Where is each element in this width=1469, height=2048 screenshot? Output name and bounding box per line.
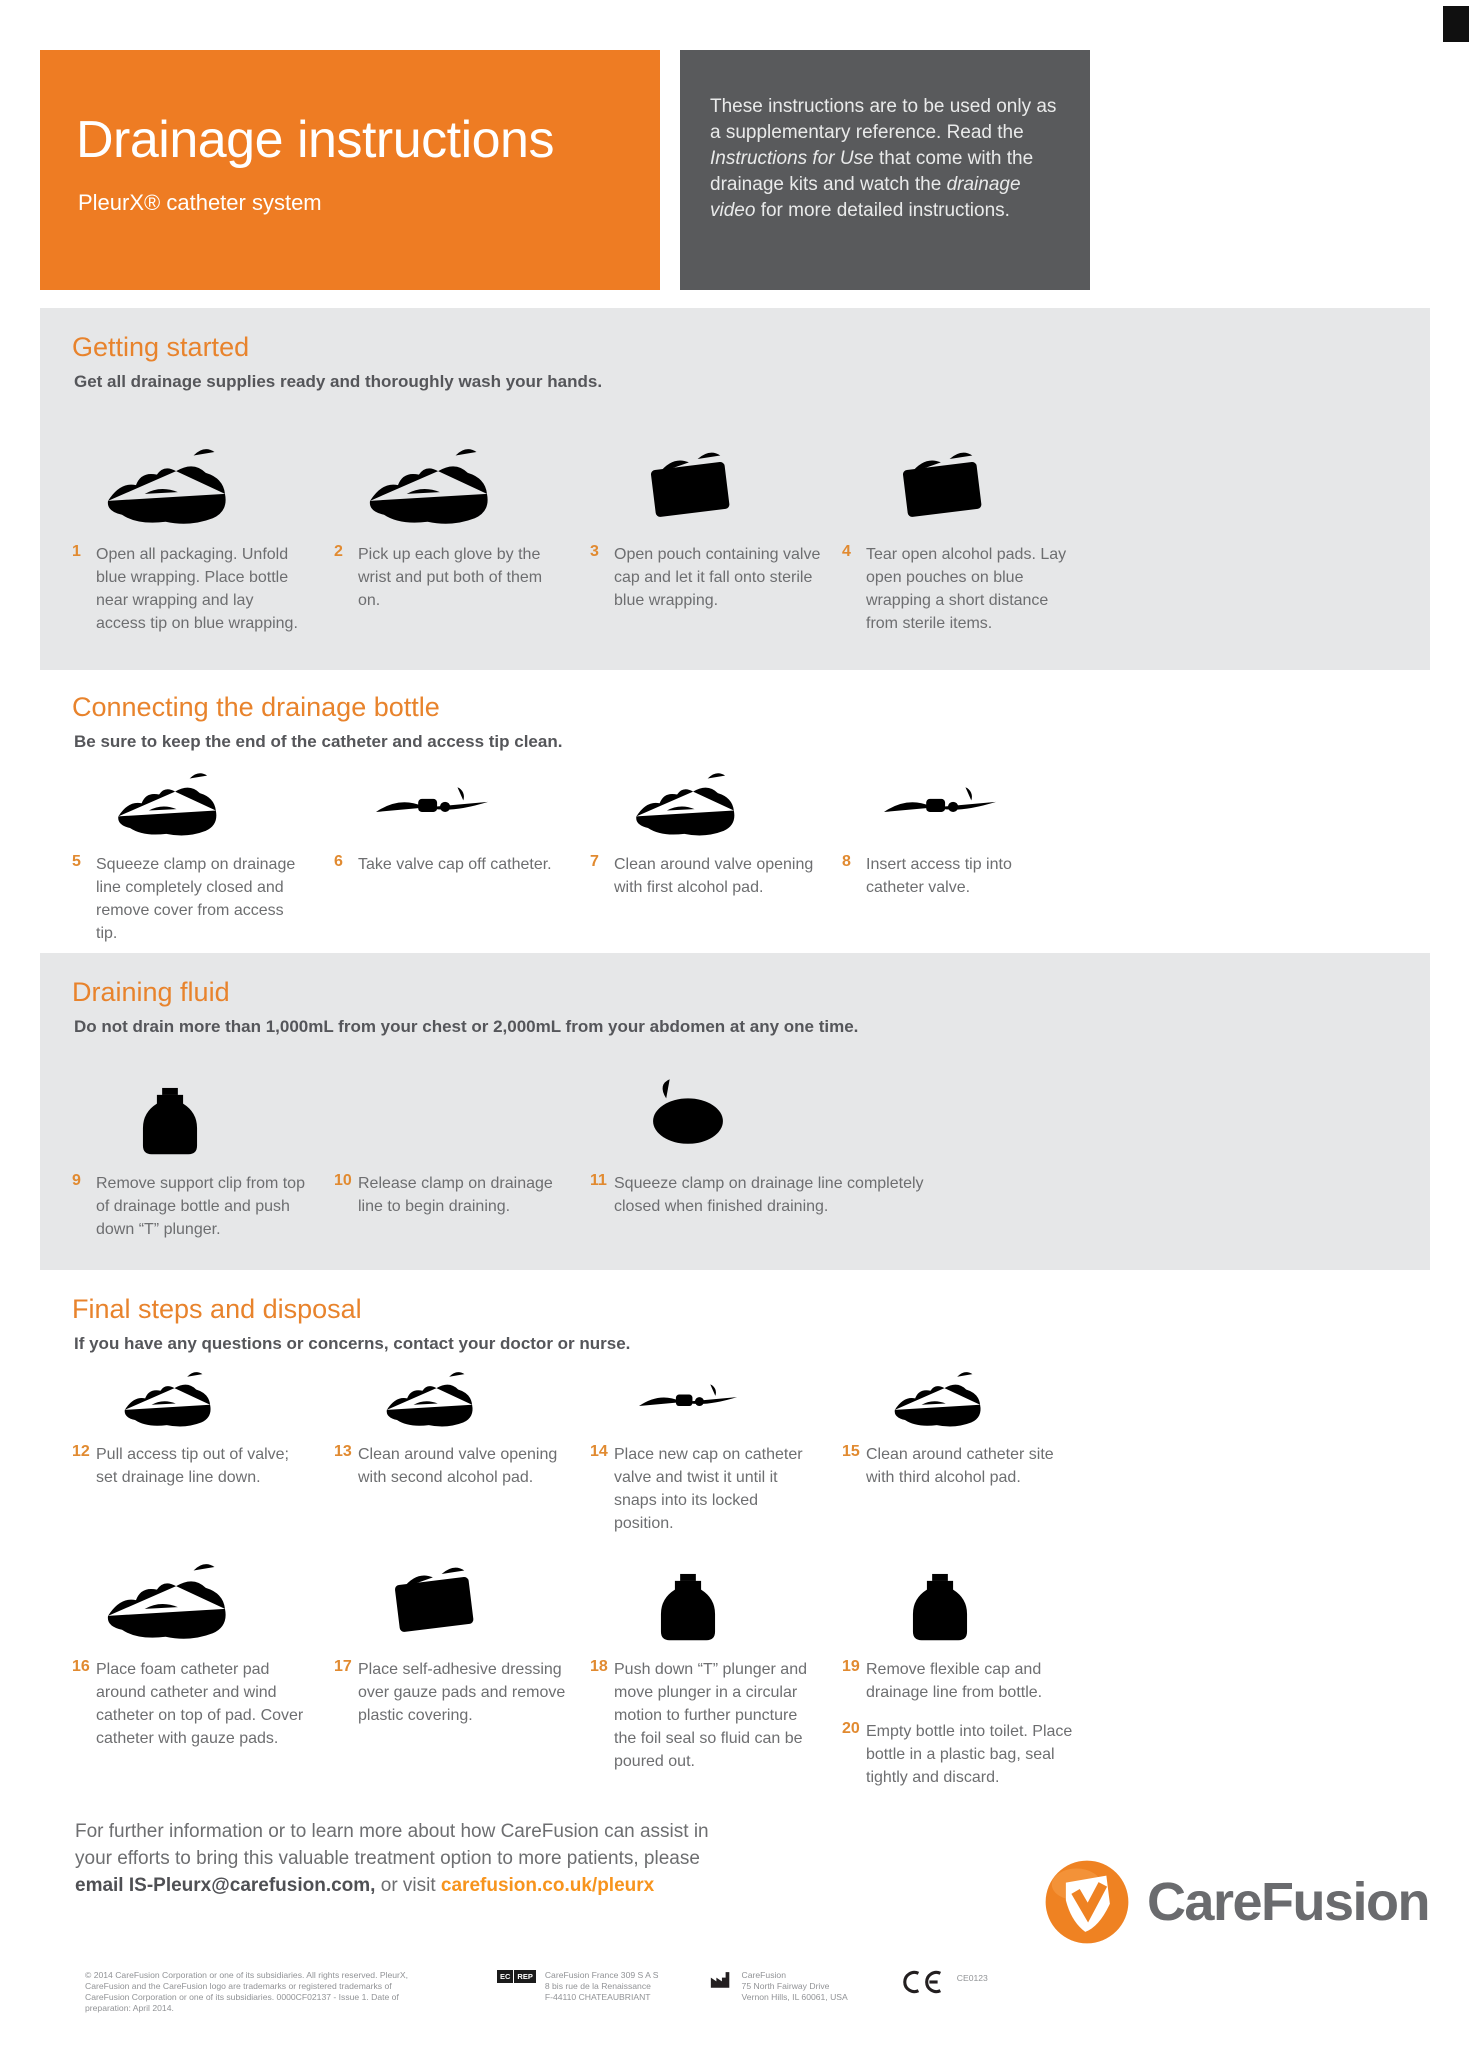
manufacturer-address-line: Vernon Hills, IL 60061, USA bbox=[741, 1992, 848, 2002]
step-text: Clean around catheter site with third alcohol pad. bbox=[866, 1446, 1054, 1486]
self-adhesive-dressing-icon bbox=[334, 1553, 576, 1649]
step-number: 20 bbox=[842, 1720, 860, 1737]
manufacturer-block bbox=[709, 1970, 848, 2003]
step-number: 10 bbox=[334, 1172, 352, 1189]
step-number: 12 bbox=[72, 1443, 90, 1460]
step-number: 19 bbox=[842, 1658, 860, 1675]
hands-opening-packaging-icon bbox=[72, 396, 320, 534]
text-segment: that come with the drainage kits and watch the bbox=[710, 148, 1034, 195]
carefusion-logo-icon bbox=[1043, 1858, 1131, 1946]
ce-mark-icon bbox=[902, 1970, 944, 1994]
step-item bbox=[842, 1443, 1073, 1489]
step-text: Remove support clip from top of drainage bottle and push down “T” plunger. bbox=[96, 1175, 305, 1238]
ec-rep-label-rep: REP bbox=[514, 1970, 535, 1983]
step-text: Open all packaging. Unfold blue wrapping. Place bottle near wrapping and lay access tip on blue wrapping. bbox=[96, 546, 298, 632]
taking-valve-cap-off-catheter-icon bbox=[334, 756, 576, 844]
step-number: 11 bbox=[590, 1172, 607, 1189]
supplementary-notice bbox=[680, 50, 1090, 290]
step-text: Place foam catheter pad around catheter and wind catheter on top of pad. Cover catheter with gauze pads. bbox=[96, 1661, 304, 1747]
step-number: 13 bbox=[334, 1443, 352, 1460]
step-item bbox=[72, 1172, 320, 1241]
text-segment: These instructions are to be used only as a supplementary reference. Read the bbox=[710, 96, 1057, 143]
carefusion-logo bbox=[1043, 1858, 1429, 1946]
product-subtitle: PleurX® catheter system bbox=[78, 190, 322, 215]
legal-footer bbox=[0, 1946, 1469, 2014]
text-segment: or visit bbox=[375, 1875, 441, 1896]
step-item bbox=[334, 853, 576, 876]
pulling-access-tip-out-icon bbox=[72, 1358, 320, 1434]
step-number: 8 bbox=[842, 853, 851, 870]
manufacturer-address-line: 75 North Fairway Drive bbox=[741, 1981, 830, 1991]
removing-flexible-cap-icon bbox=[842, 1553, 1073, 1649]
step-item bbox=[590, 1172, 1076, 1218]
notice-text bbox=[710, 94, 1064, 224]
step-item bbox=[590, 853, 828, 899]
tearing-alcohol-pads-icon bbox=[842, 396, 1073, 534]
step-item bbox=[334, 1172, 576, 1218]
ce-mark-block bbox=[902, 1970, 988, 1994]
ec-rep-address-line: 8 bis rue de la Renaissance bbox=[544, 1981, 651, 1991]
step-item bbox=[72, 1443, 320, 1489]
contact-footer bbox=[0, 1808, 1469, 1946]
section-heading: Draining fluid bbox=[72, 977, 230, 1007]
step-item bbox=[842, 543, 1073, 635]
step-text: Insert access tip into catheter valve. bbox=[866, 856, 1012, 896]
step-text: Push down “T” plunger and move plunger in a circular motion to further puncture the foil seal so fluid can be poured out. bbox=[614, 1661, 807, 1770]
cleaning-valve-opening-icon bbox=[590, 756, 828, 844]
step-number: 1 bbox=[72, 543, 81, 560]
step-text: Squeeze clamp on drainage line completely closed and remove cover from access tip. bbox=[96, 856, 296, 942]
step-item bbox=[842, 1658, 1073, 1704]
step-number: 14 bbox=[590, 1443, 608, 1460]
coiled-drainage-line-icon bbox=[590, 1041, 1076, 1163]
step-text: Place new cap on catheter valve and twist it until it snaps into its locked position. bbox=[614, 1446, 803, 1532]
step-text: Remove flexible cap and drainage line from bottle. bbox=[866, 1661, 1043, 1701]
ec-rep-address-line: F-44110 CHATEAUBRIANT bbox=[544, 1992, 651, 2002]
pouch-with-valve-cap-icon bbox=[590, 396, 828, 534]
section-final-steps-and-disposal bbox=[40, 1270, 1430, 1808]
step-number: 17 bbox=[334, 1658, 352, 1675]
t-plunger-circular-motion-icon bbox=[590, 1553, 828, 1649]
cleaning-valve-second-pad-icon bbox=[334, 1358, 576, 1434]
section-heading: Final steps and disposal bbox=[72, 1294, 362, 1324]
step-text: Clean around valve opening with first alcohol pad. bbox=[614, 856, 814, 896]
step-item bbox=[590, 543, 828, 612]
text-segment: For further information or to learn more about how CareFusion can assist in your efforts to bring this valuable treatment option to more patients, please bbox=[75, 1821, 709, 1869]
title-banner bbox=[40, 50, 660, 290]
empty-illustration-space bbox=[334, 1041, 576, 1163]
ec-rep-address-line: CareFusion France 309 S A S bbox=[544, 1970, 659, 1980]
copyright-text: © 2014 CareFusion Corporation or one of its subsidiaries. All rights reserved. PleurX, CareFusion and the CareFusion logo are trademarks or registered trademarks of CareFusion Corporation or one of its subsidiaries. 0000CF02137 - Issue 1. Date of preparation: April 2014. bbox=[85, 1970, 409, 2013]
carefusion-wordmark: CareFusion bbox=[1146, 1872, 1429, 1932]
section-subheading: If you have any questions or concerns, contact your doctor or nurse. bbox=[74, 1334, 631, 1353]
step-item bbox=[72, 853, 320, 945]
step-number: 4 bbox=[842, 543, 851, 560]
foam-pad-and-gauze-icon bbox=[72, 1553, 320, 1649]
step-number: 2 bbox=[334, 543, 343, 560]
step-item bbox=[72, 543, 320, 635]
step-text: Release clamp on drainage line to begin draining. bbox=[358, 1175, 553, 1215]
hands-putting-on-gloves-icon bbox=[334, 396, 576, 534]
access-tip-click-into-valve-icon bbox=[842, 756, 1073, 844]
section-heading: Connecting the drainage bottle bbox=[72, 692, 440, 722]
manufacturer-address-line: CareFusion bbox=[741, 1970, 786, 1980]
section-draining-fluid bbox=[40, 953, 1430, 1270]
step-item bbox=[72, 1658, 320, 1750]
step-number: 16 bbox=[72, 1658, 90, 1675]
step-number: 5 bbox=[72, 853, 81, 870]
text-segment: drainage video bbox=[710, 174, 1021, 221]
section-connecting-the-drainage-bottle bbox=[40, 670, 1430, 953]
step-number: 15 bbox=[842, 1443, 860, 1460]
step-number: 6 bbox=[334, 853, 343, 870]
page-header bbox=[0, 0, 1469, 290]
section-subheading: Do not drain more than 1,000mL from your chest or 2,000mL from your abdomen at any one time. bbox=[74, 1017, 859, 1036]
step-number: 7 bbox=[590, 853, 599, 870]
section-subheading: Get all drainage supplies ready and thoroughly wash your hands. bbox=[74, 372, 603, 391]
section-heading: Getting started bbox=[72, 332, 250, 362]
website-link[interactable]: carefusion.co.uk/pleurx bbox=[440, 1875, 655, 1896]
ec-rep-block bbox=[497, 1970, 659, 2003]
step-text: Empty bottle into toilet. Place bottle in a plastic bag, seal tightly and discard. bbox=[866, 1723, 1073, 1786]
section-subheading: Be sure to keep the end of the catheter and access tip clean. bbox=[74, 732, 563, 751]
new-cap-twist-lock-icon bbox=[590, 1358, 828, 1434]
step-text: Tear open alcohol pads. Lay open pouches on blue wrapping a short distance from sterile items. bbox=[866, 546, 1067, 632]
step-number: 18 bbox=[590, 1658, 608, 1675]
factory-icon bbox=[709, 1970, 733, 1989]
support-clip-and-t-plunger-icon bbox=[72, 1041, 320, 1163]
instruction-sections bbox=[0, 308, 1469, 1808]
step-number: 3 bbox=[590, 543, 599, 560]
step-text: Pick up each glove by the wrist and put both of them on. bbox=[358, 546, 543, 609]
section-getting-started bbox=[40, 308, 1430, 670]
step-number: 9 bbox=[72, 1172, 81, 1189]
step-text: Open pouch containing valve cap and let it fall onto sterile blue wrapping. bbox=[614, 546, 821, 609]
step-text: Squeeze clamp on drainage line completely closed when finished draining. bbox=[614, 1175, 924, 1215]
step-item bbox=[590, 1658, 828, 1773]
page-title: Drainage instructions bbox=[76, 111, 554, 169]
step-item bbox=[842, 853, 1073, 899]
step-text: Pull access tip out of valve; set drainage line down. bbox=[96, 1446, 289, 1486]
squeezing-clamp-on-drainage-line-icon bbox=[72, 756, 320, 844]
contact-paragraph bbox=[75, 1818, 715, 1899]
ec-rep-icon bbox=[497, 1970, 536, 1983]
step-text: Take valve cap off catheter. bbox=[358, 856, 552, 873]
cleaning-catheter-site-icon bbox=[842, 1358, 1073, 1434]
step-item bbox=[334, 1658, 576, 1727]
step-text: Place self-adhesive dressing over gauze pads and remove plastic covering. bbox=[358, 1661, 566, 1724]
step-item bbox=[842, 1720, 1073, 1789]
step-text: Clean around valve opening with second alcohol pad. bbox=[358, 1446, 558, 1486]
text-segment: Instructions for Use bbox=[710, 148, 874, 169]
step-item bbox=[334, 543, 576, 612]
step-item bbox=[334, 1443, 576, 1489]
ce-notified-body-number: CE0123 bbox=[956, 1973, 988, 1983]
page-corner-mark bbox=[1443, 6, 1469, 42]
ec-rep-label-ec: EC bbox=[497, 1970, 513, 1983]
text-segment: for more detailed instructions. bbox=[755, 200, 1010, 221]
step-item bbox=[590, 1443, 828, 1535]
email-link[interactable]: email IS-Pleurx@carefusion.com, bbox=[75, 1875, 376, 1896]
